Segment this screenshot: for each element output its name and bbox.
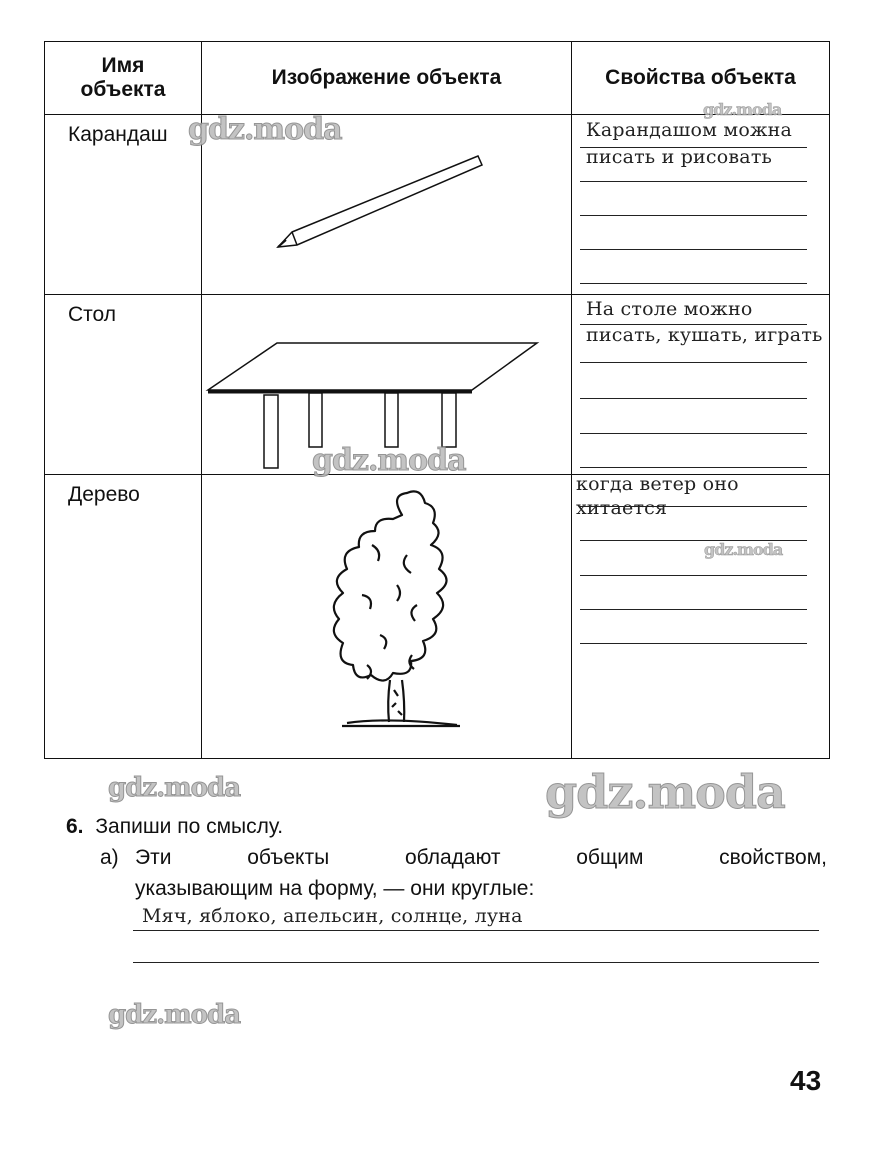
object-properties <box>572 475 830 759</box>
task-instruction: Запиши по смыслу. <box>95 815 284 838</box>
object-properties <box>572 115 830 295</box>
part-letter: а) <box>100 846 119 869</box>
object-name: Стол <box>45 295 202 475</box>
table-row <box>45 475 830 759</box>
part-a-line1 <box>135 846 827 870</box>
watermark: gdz.moda <box>108 1000 241 1030</box>
header-properties: Свойства объекта <box>572 42 830 115</box>
task-6 <box>66 815 283 839</box>
watermark: gdz.moda <box>188 112 342 147</box>
word: обладают <box>404 846 501 869</box>
header-image: Изображение объекта <box>202 42 572 115</box>
tree-icon <box>202 475 570 757</box>
table-row <box>45 115 830 295</box>
property-line: писать и рисовать <box>586 146 773 168</box>
object-image <box>202 475 572 759</box>
object-name: Дерево <box>45 475 202 759</box>
property-line: когда ветер оно <box>576 473 739 495</box>
header-name: Имя объекта <box>45 42 202 115</box>
page-number: 43 <box>790 1065 822 1096</box>
watermark: gdz.moda <box>704 540 783 559</box>
answer-line <box>133 962 819 963</box>
watermark: gdz.moda <box>545 765 785 819</box>
answer-line <box>133 930 819 931</box>
objects-table <box>44 41 830 759</box>
property-line: На столе можно <box>586 298 753 320</box>
answer-text: Мяч, яблоко, апельсин, солнце, луна <box>142 905 523 927</box>
object-properties <box>572 295 830 475</box>
watermark: gdz.moda <box>312 443 466 478</box>
word: свойством, <box>719 846 827 869</box>
property-line: хитается <box>576 497 668 519</box>
word: объекты <box>247 846 330 869</box>
watermark: gdz.moda <box>703 100 782 119</box>
task-number: 6. <box>66 815 84 838</box>
watermark: gdz.moda <box>108 773 241 803</box>
object-name: Карандаш <box>45 115 202 295</box>
property-line: писать, кушать, играть <box>586 324 823 346</box>
property-line: Карандашом можна <box>586 119 793 141</box>
word: общим <box>576 846 644 869</box>
part-a-line2: указывающим на форму, — они круглые: <box>135 877 535 900</box>
word: Эти <box>135 846 172 869</box>
